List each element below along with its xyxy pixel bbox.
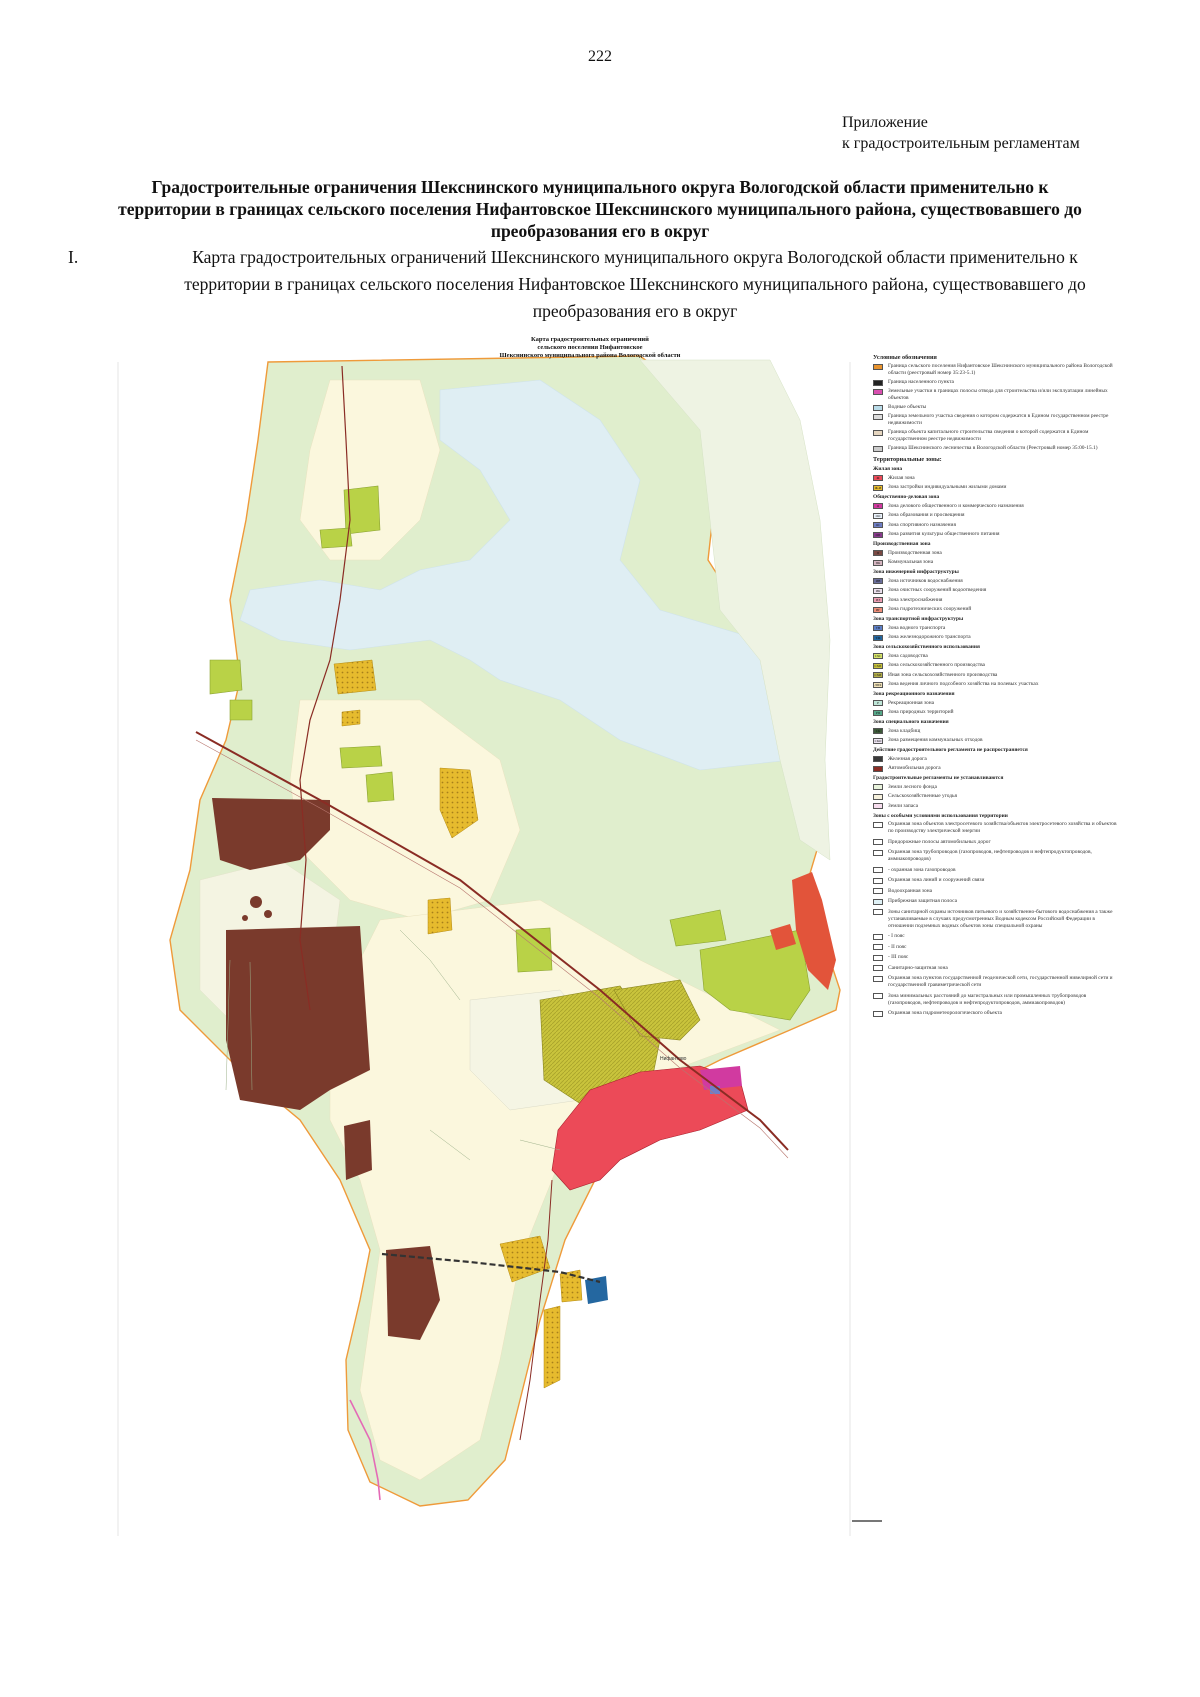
legend-item — [873, 531, 1121, 538]
garden-zone — [366, 772, 394, 802]
legend-boundaries — [873, 363, 1121, 452]
legend-swatch — [873, 899, 883, 905]
legend-item — [873, 388, 1121, 402]
legend-label: Охранная зона пунктов государственной геодезической сети, государственной нивелирной сети и государственной гравиметрической сети — [888, 975, 1113, 988]
legend-label: Зона ведения личного подсобного хозяйства на полевых участках — [888, 681, 1039, 687]
legend-label: Граница объекта капитального строительства сведения о которой содержатся в Едином государственном реестре недвижимости — [888, 429, 1089, 442]
section-heading-line: территории в границах сельского поселения Нифантовское Шекснинского муниципального района, существовавшего до — [184, 274, 1086, 294]
legend-swatch: СКО — [874, 738, 882, 743]
legend-swatch — [873, 794, 883, 800]
legend-label: Земельные участки в границах полосы отвода для строительства и/или эксплуатации линейных объектов — [888, 388, 1108, 401]
legend-zone-groups — [873, 466, 1121, 744]
legend-swatch: ИГ — [873, 607, 883, 613]
legend-swatch — [873, 756, 883, 762]
legend-item — [873, 512, 1121, 519]
legend-item — [873, 793, 1121, 800]
legend-label: Охранная зона линий и сооружений связи — [888, 877, 985, 883]
legend-no-regulation — [873, 756, 1121, 773]
legend-label: Придорожные полосы автомобильных дорог — [888, 838, 991, 845]
legend-swatch — [873, 867, 883, 873]
legend-label: Охранная зона объектов электросетевого хозяйства/объектов электросетевого хозяйства и объектов по производству электрической энергии — [888, 821, 1117, 834]
legend-label: Зона сельскохозяйственного производства — [888, 662, 985, 668]
legend-item — [873, 803, 1121, 810]
legend-swatch: СХС — [874, 654, 882, 658]
legend-item — [873, 909, 1121, 930]
legend-group-name: Общественно-деловая зона — [873, 494, 940, 500]
legend-label: Зона спортивного назначения — [888, 521, 956, 528]
legend-swatch: РП — [873, 710, 883, 716]
legend-swatch: ОС — [873, 522, 883, 528]
map-legend — [873, 350, 1121, 1021]
legend-group-name: Жилая зона — [873, 466, 903, 472]
section-number: I. — [68, 247, 79, 267]
legend-label: Санитарно-защитная зона — [888, 964, 948, 971]
legend-label: Зоны санитарной охраны источников питьевого и хозяйственно-бытового водоснабжения а также устанавливаемые в случаях предусмотренных Водным кодексом Российской Федерации в отношении подземных водных объектов зоны специальной охраны — [888, 908, 1113, 929]
legend-label: Зона образования и просвещения — [888, 512, 965, 518]
legend-item — [873, 363, 1121, 377]
legend-swatch: ТЖ — [873, 635, 883, 641]
legend-item — [873, 484, 1121, 491]
legend-label: Зона водного транспорта — [888, 624, 946, 631]
legend-swatch — [873, 803, 883, 809]
legend-item — [873, 944, 1121, 951]
legend-label: Зона развития культуры общественного питания — [888, 531, 1000, 537]
legend-item — [873, 578, 1121, 585]
legend-item — [873, 709, 1121, 716]
scale-bar — [852, 1520, 882, 1522]
legend-label: Производственная зона — [888, 549, 942, 556]
legend-swatch — [873, 446, 883, 452]
garden-zone — [516, 928, 552, 972]
legend-item — [873, 765, 1121, 772]
place-label: Нифантово — [660, 1056, 687, 1062]
legend-swatch — [873, 405, 883, 411]
special-zone-spot — [250, 896, 262, 908]
legend-item — [873, 625, 1121, 632]
legend-item — [873, 728, 1121, 735]
legend-item — [873, 933, 1121, 940]
legend-label: Зона источников водоснабжения — [888, 577, 963, 584]
legend-label: Зона застройки индивидуальными жилыми домами — [888, 484, 1007, 490]
legend-label: Сельскохозяйственные угодья — [888, 793, 957, 799]
legend-item — [873, 653, 1121, 660]
legend-item — [873, 756, 1121, 763]
legend-swatch — [873, 934, 883, 940]
legend-item — [873, 898, 1121, 905]
legend-item — [873, 587, 1121, 594]
legend-swatch — [873, 965, 883, 971]
legend-swatch — [873, 364, 883, 370]
legend-label: Земли запаса — [888, 802, 919, 809]
legend-label: Иная зона сельскохозяйственного производства — [888, 671, 998, 678]
legend-swatch: ОП — [873, 532, 883, 538]
legend-swatch: ИЭ — [873, 597, 883, 603]
legend-swatch: ИВ — [873, 578, 883, 584]
legend-item — [873, 784, 1121, 791]
legend-swatch — [873, 944, 883, 950]
section-heading-line: преобразования его в округ — [532, 301, 738, 321]
legend-label: Зона природных территорий — [888, 709, 954, 715]
map-title-line: сельского поселения Нифантовское — [537, 344, 643, 351]
map-title-line: Карта градостроительных ограничений — [531, 336, 649, 343]
legend-swatch — [873, 784, 883, 790]
garden-zone — [210, 660, 242, 694]
legend-label: Зона гидротехнических сооружений — [888, 606, 972, 612]
legend-header: Условные обозначения — [873, 354, 937, 361]
document-title-line: преобразования его в округ — [490, 221, 710, 241]
legend-item — [873, 877, 1121, 884]
legend-label: Земли лесного фонда — [888, 783, 937, 790]
section-heading-line: Карта градостроительных ограничений Шекснинского муниципального округа Вологодской области применительно к — [192, 247, 1078, 267]
individual-housing-zone — [544, 1306, 560, 1388]
legend-swatch: ИК — [873, 588, 883, 594]
legend-item — [873, 379, 1121, 386]
legend-swatch: ПК — [873, 560, 883, 566]
page-number: 222 — [588, 48, 612, 65]
legend-label: Жилая зона — [888, 474, 915, 481]
legend-item — [873, 700, 1121, 707]
legend-swatch — [873, 850, 883, 856]
legend-label: Железная дорога — [888, 755, 927, 762]
legend-group-name: Зона специального назначения — [873, 719, 949, 725]
legend-label: Автомобильная дорога — [888, 765, 941, 771]
individual-housing-zone — [342, 710, 360, 726]
legend-item — [873, 634, 1121, 641]
legend-item — [873, 475, 1121, 482]
legend-swatch — [873, 380, 883, 386]
legend-zones-header: Территориальные зоны: — [873, 456, 942, 463]
legend-label: Зона железнодорожного транспорта — [888, 634, 971, 640]
legend-label: Зона делового общественного и коммерческого назначения — [888, 502, 1024, 509]
garden-zone — [230, 700, 252, 720]
legend-swatch — [873, 909, 883, 915]
legend-label: Водные объекты — [888, 404, 927, 410]
legend-swatch — [873, 389, 883, 395]
legend-label: Прибрежная защитная полоса — [888, 898, 958, 904]
legend-item — [873, 821, 1121, 835]
legend-item — [873, 559, 1121, 566]
legend-item — [873, 503, 1121, 510]
legend-swatch: ОО — [873, 513, 883, 519]
legend-swatch — [873, 839, 883, 845]
legend-item — [873, 429, 1121, 443]
legend-item — [873, 445, 1121, 452]
legend-special-header: Зоны с особыми условиями использования территории — [873, 812, 1008, 819]
legend-label: Зона кладбищ — [888, 727, 921, 734]
appendix-line-2: к градостроительным регламентам — [842, 135, 1080, 152]
legend-item — [873, 597, 1121, 604]
legend-swatch — [873, 993, 883, 999]
legend-swatch — [873, 955, 883, 961]
legend-label: Зона размещения коммунальных отходов — [888, 737, 983, 743]
legend-item — [873, 672, 1121, 679]
document-title-line: Градостроительные ограничения Шекснинского муниципального округа Вологодской области применительно к — [151, 177, 1049, 197]
legend-label: - I пояс — [888, 933, 905, 939]
special-zone-west — [344, 1120, 372, 1180]
legend-label: Водоохранная зона — [888, 887, 932, 894]
individual-housing-zone — [334, 660, 376, 694]
residential-zone — [700, 1066, 742, 1090]
legend-item — [873, 993, 1121, 1007]
legend-group-name: Производственная зона — [873, 541, 931, 547]
legend-swatch: Ж-И — [874, 485, 882, 490]
document-title-line: территории в границах сельского поселения Нифантовское Шекснинского муниципального района, существовавшего до — [118, 199, 1082, 219]
legend-swatch — [873, 430, 883, 436]
legend-item — [873, 681, 1121, 688]
legend-label: Зона очистных сооружений водоотведения — [888, 587, 987, 593]
legend-item — [873, 550, 1121, 557]
special-zone-spot — [264, 910, 272, 918]
legend-label: Охранная зона трубопроводов (газопроводов, нефтепроводов и нефтепродуктопроводов, аммиакопроводов) — [888, 849, 1092, 862]
legend-swatch: О — [873, 503, 883, 509]
legend-item — [873, 737, 1121, 744]
legend-item — [873, 522, 1121, 529]
legend-label: Граница земельного участка сведения о котором содержатся в Едином государственном реестре недвижимости — [888, 413, 1109, 426]
garden-zone — [340, 746, 382, 768]
legend-item — [873, 975, 1121, 989]
legend-special-zones — [873, 821, 1121, 1017]
special-zone-spot — [242, 915, 248, 921]
legend-item — [873, 404, 1121, 411]
legend-label: Граница сельского поселения Нифантовское Шекснинского муниципального района Вологодской области (реестровый номер 35:23-5.1) — [888, 363, 1113, 376]
legend-swatch: ТВ — [873, 625, 883, 631]
legend-label: Рекреационная зона — [888, 699, 935, 706]
map-title-line: Шекснинского муниципального района Вологодской области — [499, 352, 681, 359]
legend-label: Граница населенного пункта — [888, 379, 954, 385]
legend-swatch — [873, 414, 883, 420]
legend-no-regulation-header: Действие градостроительного регламента не распространяется — [873, 747, 1028, 753]
legend-swatch: ЛПХ — [874, 682, 882, 687]
legend-item — [873, 413, 1121, 427]
legend-swatch — [873, 766, 883, 772]
legend-label: - III пояс — [888, 954, 909, 960]
legend-item — [873, 1010, 1121, 1017]
legend-swatch: СХИ — [874, 673, 882, 677]
legend-item — [873, 839, 1121, 846]
legend-label: Коммунальная зона — [888, 559, 934, 565]
legend-label: - II пояс — [888, 943, 907, 950]
legend-swatch: Ж — [873, 475, 883, 481]
legend-group-name: Зона инженерной инфраструктуры — [873, 569, 959, 575]
legend-label: Зона минимальных расстояний до магистральных или промышленных трубопроводов (газопроводов, нефтепроводов и нефтепродуктопроводов, аммиакопроводов) — [888, 992, 1087, 1006]
legend-not-established-header: Градостроительные регламенты не устанавливаются — [873, 775, 1004, 781]
legend-label: Граница Шекснинского лесничества в Вологодской области (Реестровый номер 35:00-15.1) — [888, 445, 1098, 451]
legend-swatch: СХП — [874, 663, 882, 668]
legend-group-name: Зона рекреационного назначения — [873, 691, 955, 697]
legend-swatch: Р — [873, 700, 883, 706]
legend-item — [873, 867, 1121, 874]
legend-group-name: Зона сельскохозяйственного использования — [873, 644, 980, 650]
legend-label: - охранная зона газопроводов — [888, 866, 956, 873]
legend-label: Зона электроснабжения — [888, 596, 943, 603]
legend-item — [873, 606, 1121, 613]
legend-label: Зона садоводства — [888, 652, 928, 659]
legend-swatch — [873, 1011, 883, 1017]
legend-item — [873, 954, 1121, 961]
legend-group-name: Зона транспортной инфраструктуры — [873, 616, 964, 622]
legend-swatch — [873, 878, 883, 884]
legend-swatch — [873, 976, 883, 982]
appendix-line-1: Приложение — [842, 114, 928, 131]
legend-swatch: СК — [873, 728, 883, 734]
legend-swatch — [873, 822, 883, 828]
legend-label: Охранная зона гидрометеорологического объекта — [888, 1010, 1002, 1016]
legend-item — [873, 662, 1121, 669]
legend-item — [873, 888, 1121, 895]
legend-item — [873, 849, 1121, 863]
legend-not-established — [873, 784, 1121, 810]
map-title — [440, 336, 740, 360]
legend-swatch — [873, 888, 883, 894]
legend-item — [873, 965, 1121, 972]
legend-swatch: П — [873, 550, 883, 556]
individual-housing-zone — [428, 898, 452, 934]
